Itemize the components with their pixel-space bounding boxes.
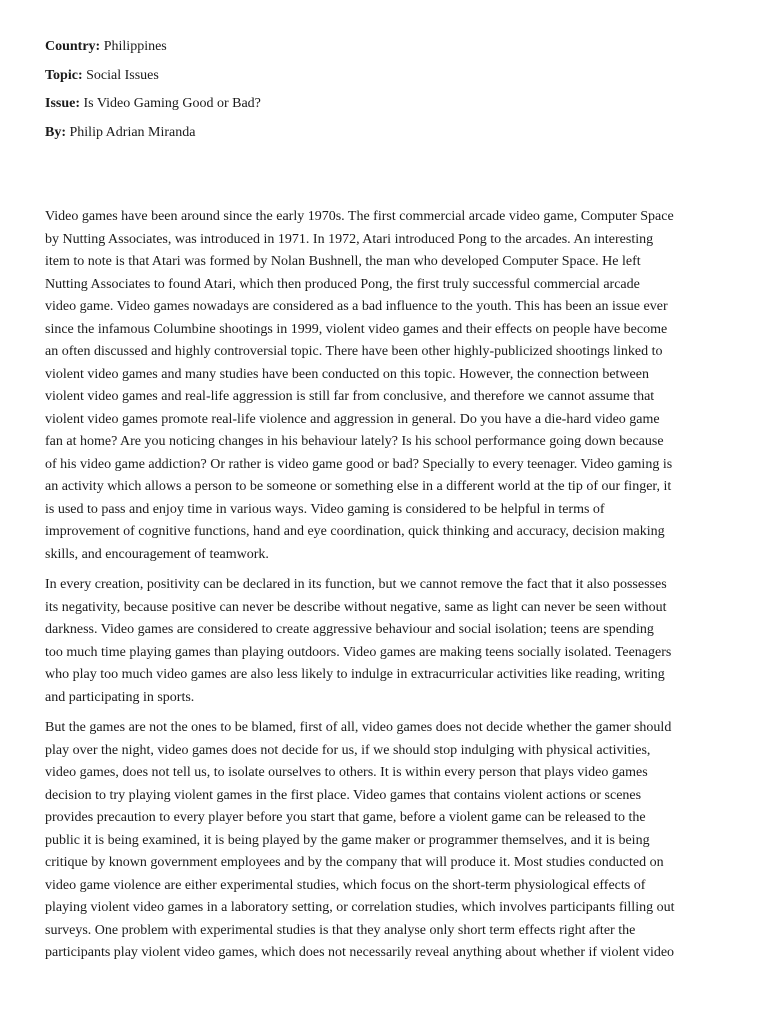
text-line: an activity which allows a person to be someone or something else in a different world at the tip of our finger, it [45, 479, 672, 494]
document-body [45, 206, 725, 973]
paragraph [45, 574, 725, 709]
text-line: Nutting Associates to found Atari, which then produced Pong, the first truly successful commercial arcade [45, 276, 640, 292]
text-line: skills, and encouragement of teamwork. [45, 546, 269, 562]
text-line: of his video game addiction? Or rather is video game good or bad? Specially to every teenager. Video gaming is [45, 456, 673, 472]
text-line: since the infamous Columbine shootings in 1999, violent video games and their effects on people have become [45, 321, 668, 337]
text-line: its negativity, because positive can never be describe without negative, same as light can never be seen without [45, 599, 667, 615]
text-line: violent video games and real-life aggression is still far from conclusive, and therefore we cannot assume that [45, 389, 655, 404]
country-label: Country: [45, 39, 101, 54]
text-line: is used to pass and enjoy time in various ways. Video gaming is considered to be helpful in terms of [45, 501, 605, 517]
text-line: decision to try playing violent games in the first place. Video games that contains violent actions or scenes [45, 787, 642, 803]
text-line: provides precaution to every player before you start that game, before a violent game can be released to the [45, 810, 646, 825]
author-value: Philip Adrian Miranda [69, 124, 196, 140]
text-line: violent video games and many studies have been conducted on this topic. However, the connection between [45, 366, 649, 382]
text-line: But the games are not the ones to be blamed, first of all, video games does not decide whether the gamer should [45, 720, 672, 735]
text-line: darkness. Video games are considered to create aggressive behaviour and social isolation; teens are spending [45, 622, 654, 637]
text-line: Video games have been around since the early 1970s. The first commercial arcade video game, Computer Space [45, 209, 674, 224]
issue-label: Issue: [45, 96, 81, 111]
text-line: item to note is that Atari was formed by Nolan Bushnell, the man who developed Computer Space. He left [45, 254, 641, 269]
author-label: By: [45, 124, 66, 140]
author-line [45, 124, 725, 142]
text-line: public it is being examined, it is being played by the game maker or programmer themselves, and it is being [45, 832, 650, 848]
text-line: who play too much video games are also less likely to indulge in extracurricular activities like reading, writing [45, 667, 665, 682]
text-line: fan at home? Are you noticing changes in his behaviour lately? Is his school performance going down because [45, 434, 664, 449]
text-line: video games, does not tell us, to isolate ourselves to others. It is within every person that plays video games [45, 765, 648, 780]
country-value: Philippines [103, 39, 167, 54]
text-line: playing violent video games in a laboratory setting, or correlation studies, which involves participants filling out [45, 900, 675, 915]
issue-value: Is Video Gaming Good or Bad? [83, 96, 261, 111]
text-line: an often discussed and highly controversial topic. There have been other highly-publicized shootings linked to [45, 344, 663, 359]
topic-value: Social Issues [86, 67, 159, 83]
text-line: violent video games promote real-life violence and aggression in general. Do you have a die-hard video game [45, 411, 660, 427]
text-line: too much time playing games than playing outdoors. Video games are making teens socially isolated. Teenagers [45, 644, 672, 660]
text-line: critique by known government employees and by the company that will produce it. Most studies conducted on [45, 855, 664, 870]
topic-line [45, 67, 725, 85]
paragraph [45, 717, 725, 965]
text-line: participants play violent video games, which does not necessarily reveal anything about whether if violent video [45, 945, 675, 960]
text-line: In every creation, positivity can be declared in its function, but we cannot remove the fact that it also possesses [45, 577, 667, 592]
text-line: improvement of cognitive functions, hand and eye coordination, quick thinking and accuracy, decision making [45, 524, 665, 539]
text-line: video game. Video games nowadays are considered as a bad influence to the youth. This has been an issue ever [45, 299, 668, 314]
issue-line [45, 95, 725, 113]
country-line [45, 38, 725, 56]
text-line: by Nutting Associates, was introduced in 1971. In 1972, Atari introduced Pong to the arcades. An interesting [45, 231, 654, 247]
topic-label: Topic: [45, 67, 83, 83]
paragraph [45, 206, 725, 566]
text-line: and participating in sports. [45, 689, 195, 705]
document-header [45, 38, 725, 152]
text-line: play over the night, video games does not decide for us, if we should stop indulging with physical activities, [45, 742, 651, 758]
text-line: surveys. One problem with experimental studies is that they analyse only short term effects right after the [45, 922, 636, 938]
text-line: video game violence are either experimental studies, which focus on the short-term physiological effects of [45, 877, 646, 893]
